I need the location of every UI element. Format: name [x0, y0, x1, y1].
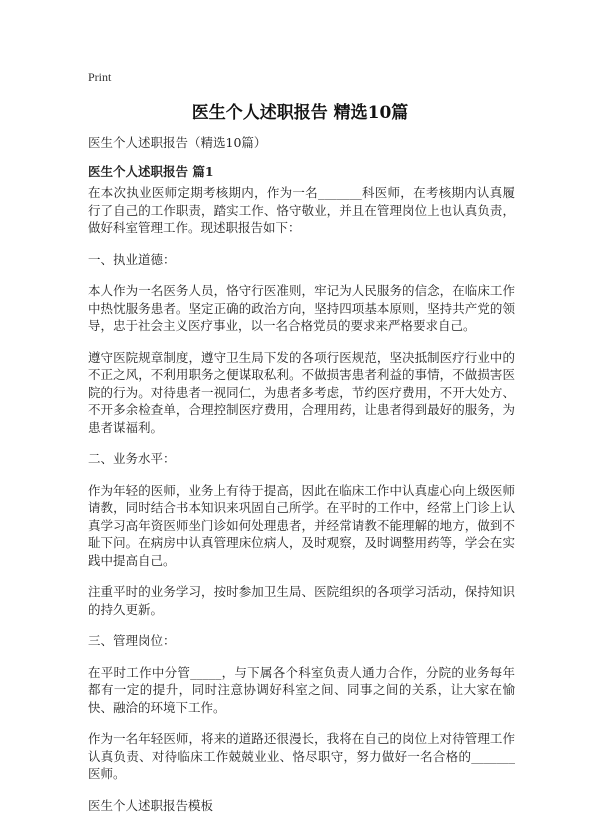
paragraph-skills-2: 注重平时的业务学习，按时参加卫生局、医院组织的各项学习活动，保持知识的持久更新。: [88, 584, 515, 617]
heading-management: 三、管理岗位：: [88, 633, 176, 648]
document-body: [88, 184, 515, 828]
section-title: 医生个人述职报告 篇1: [88, 164, 214, 179]
paragraph-management-1: 在平时工作中分管_____，与下属各个科室负责人通力合作，分院的业务每年都有一定的提升，同时注意协调好科室之间、同事之间的关系，让大家在愉快、融洽的环境下工作。: [88, 664, 515, 715]
document-title: 医生个人述职报告 精选10篇: [191, 103, 409, 123]
paragraph-template-heading: 医生个人述职报告模板: [88, 797, 214, 813]
paragraph-ethics-1: 本人作为一名医务人员，恪守行医准则，牢记为人民服务的信念，在临床工作中热忱服务患者。坚定正确的政治方向，坚持四项基本原则，坚持共产党的领导，忠于社会主义医疗事业，以一名合格党员的要求来严格要求自己。: [88, 283, 515, 333]
paragraph-skills-1: 作为年轻的医师，业务上有待于提高，因此在临床工作中认真虚心向上级医师请教，同时结合书本知识来巩固自己所学。在平时的工作中，经常上门诊上认真学习高年资医师坐门诊如何处理患者，并经常请教不能理解的地方，做到不耻下问。在病房中认真管理床位病人，及时观察，及时调整用药等，学会在实践中提高自己。: [88, 482, 515, 568]
paragraph-ethics-2: 遵守医院规章制度，遵守卫生局下发的各项行医规范，坚决抵制医疗行业中的不正之风，不利用职务之便谋取私利。不做损害患者利益的事情，不做损害医院的行为。对待患者一视同仁，为患者多考虑，节约医疗费用，不开大处方、不开多余检查单，合理控制医疗费用，合理用药，让患者得到最好的服务，为患者谋福利。: [88, 349, 515, 435]
print-link[interactable]: Print: [88, 70, 112, 84]
heading-skills: 二、业务水平：: [88, 451, 176, 466]
paragraph-management-2: 作为一名年轻医师，将来的道路还很漫长，我将在自己的岗位上对待管理工作认真负责、对待临床工作兢兢业业、恪尽职守，努力做好一名合格的_______医师。: [88, 731, 515, 781]
heading-ethics: 一、执业道德：: [88, 251, 176, 267]
document-subtitle: 医生个人述职报告（精选10篇）: [88, 135, 267, 150]
paragraph-intro: 在本次执业医师定期考核期内，作为一名_______科医师，在考核期内认真履行了自己的工作职责，踏实工作、恪守敬业，并且在管理岗位上也认真负责，做好科室管理工作。现述职报告如下：: [88, 185, 515, 235]
